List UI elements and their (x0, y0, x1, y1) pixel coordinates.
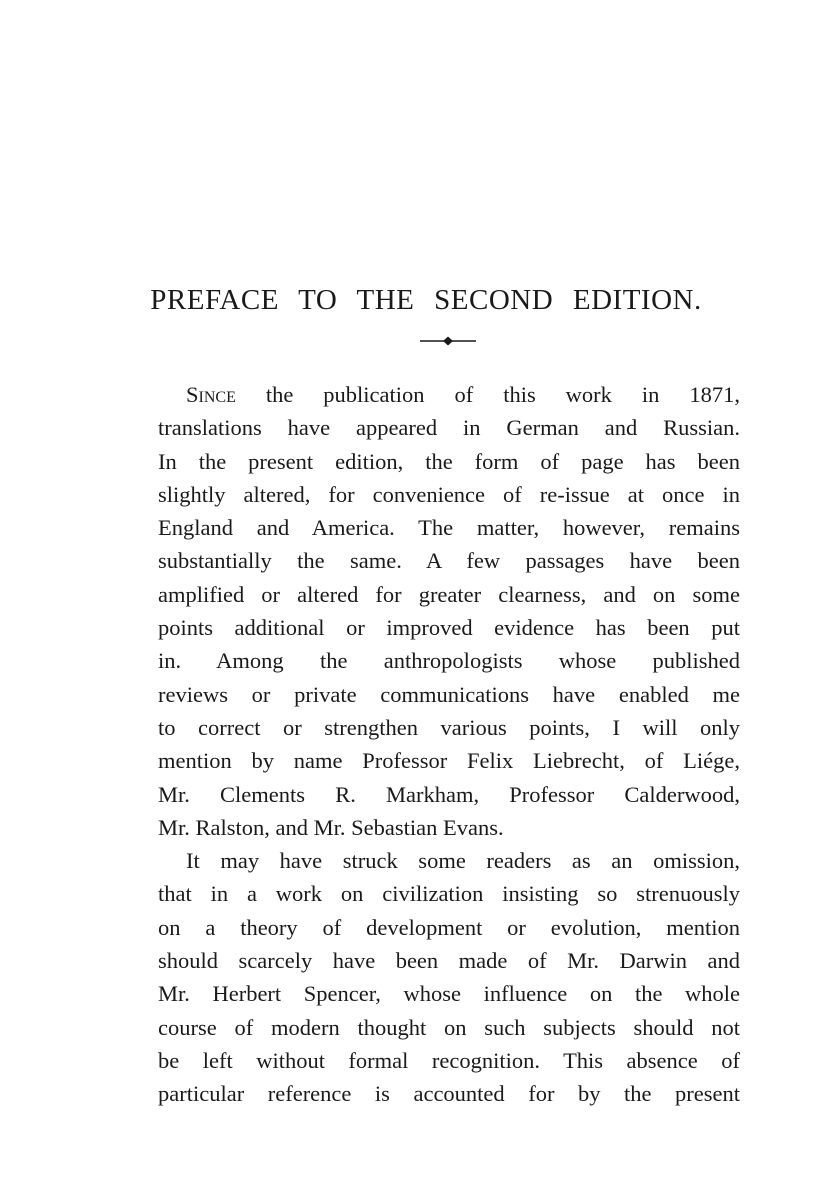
text-line: to correct or strengthen various points, I will only (158, 714, 740, 740)
text-line: in. Among the anthropologists whose published (158, 648, 740, 674)
text-line: slightly altered, for convenience of re-issue at once in (158, 481, 740, 507)
drop-word: Since (186, 382, 236, 407)
text-line: Mr. Clements R. Markham, Professor Calderwood, (158, 781, 740, 807)
page-title: PREFACE TO THE SECOND EDITION. (150, 284, 702, 316)
text-line: on a theory of development or evolution, mention (158, 914, 740, 940)
text-line: points additional or improved evidence has been put (158, 615, 740, 641)
paragraph-2 (158, 844, 740, 1110)
text-line: reviews or private communications have enabled me (158, 681, 740, 707)
ornament-divider (420, 334, 476, 348)
text-line: translations have appeared in German and Russian. (158, 415, 740, 441)
text-line: that in a work on civilization insisting so strenuously (158, 881, 740, 907)
text-line: should scarcely have been made of Mr. Darwin and (158, 948, 740, 974)
text-line: England and America. The matter, however, remains (158, 515, 740, 541)
body-text (158, 378, 740, 1111)
text-line: mention by name Professor Felix Liebrecht, of Liége, (158, 748, 740, 774)
text-line: amplified or altered for greater clearness, and on some (158, 581, 740, 607)
text-line: In the present edition, the form of page has been (158, 448, 740, 474)
text-line: course of modern thought on such subjects should not (158, 1014, 740, 1040)
text-line: Mr. Herbert Spencer, whose influence on the whole (158, 981, 740, 1007)
text-line: It may have struck some readers as an omission, (186, 848, 740, 874)
text-line: be left without formal recognition. This absence of (158, 1047, 740, 1073)
text-line: substantially the same. A few passages have been (158, 548, 740, 574)
text-line: Since the publication of this work in 1871, (186, 382, 740, 407)
paragraph-1 (158, 378, 740, 844)
text-line: Mr. Ralston, and Mr. Sebastian Evans. (158, 814, 504, 840)
text-line: particular reference is accounted for by the present (158, 1081, 740, 1107)
